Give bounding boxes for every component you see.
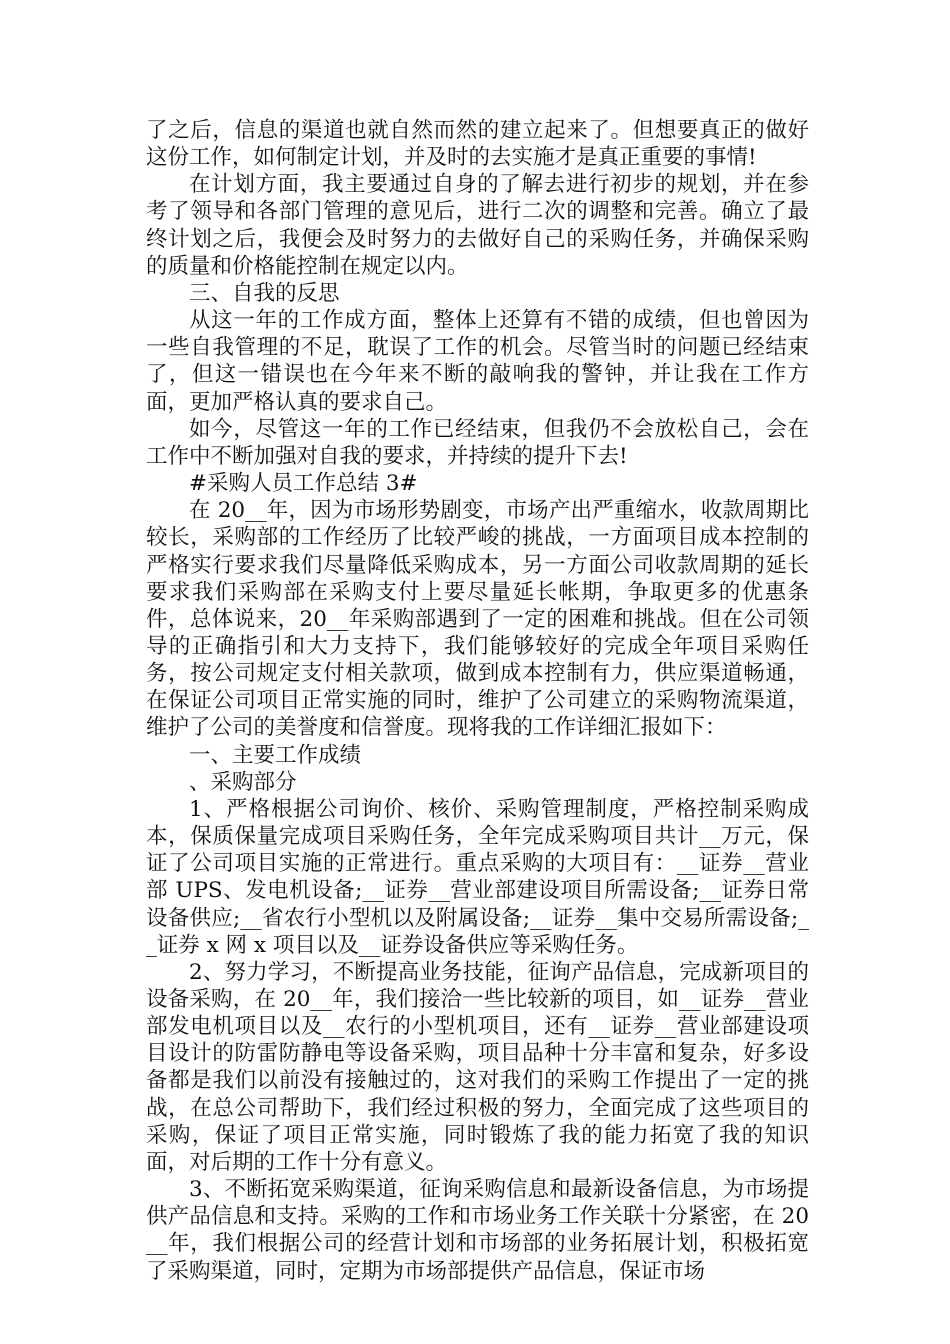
section-heading-achievements: 一、主要工作成绩 <box>189 742 362 768</box>
paragraph-item-1: 1、严格根据公司询价、核价、采购管理制度，严格控制采购成本，保质保量完成项目采购任务，全年完成采购项目共计__万元，保证了公司项目实施的正常进行。重点采购的大项目有：__证券__营业部 UPS、发电机设备;__证券__营业部建设项目所需设备;__证券日常设备供应;__省农行小型机以及附属设备;__证券__集中交易所需设备;__证券 x 网 x 项目以及__证券设备供应等采购任务。 <box>146 796 809 958</box>
subheading-procurement: 、采购部分 <box>189 769 297 795</box>
article-title: #采购人员工作总结 3# <box>189 471 418 497</box>
paragraph-item-3: 3、不断拓宽采购渠道，征询采购信息和最新设备信息，为市场提供产品信息和支持。采购的工作和市场业务工作关联十分紧密，在 20__年，我们根据公司的经营计划和市场部的业务拓展计划，积极拓宽了采购渠道，同时，定期为市场部提供产品信息，保证市场 <box>146 1177 809 1284</box>
section-heading-reflection: 三、自我的反思 <box>189 280 340 306</box>
paragraph-intro: 在 20__年，因为市场形势剧变，市场产出严重缩水，收款周期比较长，采购部的工作经历了比较严峻的挑战，一方面项目成本控制的严格实行要求我们尽量降低采购成本，另一方面公司收款周期的延长要求我们采购部在采购支付上要尽量延长帐期，争取更多的优惠条件，总体说来，20__年采购部遇到了一定的困难和挑战。但在公司领导的正确指引和大力支持下，我们能够较好的完成全年项目采购任务，按公司规定支付相关款项，做到成本控制有力，供应渠道畅通，在保证公司项目正常实施的同时，维护了公司建立的采购物流渠道，维护了公司的美誉度和信誉度。现将我的工作详细汇报如下： <box>146 498 809 741</box>
paragraph-continuation: 了之后，信息的渠道也就自然而然的建立起来了。但想要真正的做好这份工作，如何制定计划，并及时的去实施才是真正重要的事情! <box>146 118 809 171</box>
paragraph-item-2: 2、努力学习，不断提高业务技能，征询产品信息，完成新项目的设备采购，在 20__年，我们接洽一些比较新的项目，如__证券__营业部发电机项目以及__农行的小型机项目，还有__证券__营业部建设项目设计的防雷防静电等设备采购，项目品种十分丰富和复杂，好多设备都是我们以前没有接触过的，这对我们的采购工作提出了一定的挑战，在总公司帮助下，我们经过积极的努力，全面完成了这些项目的采购，保证了项目正常实施，同时锻炼了我的能力拓宽了我的知识面，对后期的工作十分有意义。 <box>146 959 809 1175</box>
document-page <box>146 117 809 1285</box>
paragraph-outlook: 如今，尽管这一年的工作已经结束，但我仍不会放松自己，会在工作中不断加强对自我的要求，并持续的提升下去! <box>146 416 809 469</box>
paragraph-reflection: 从这一年的工作成方面，整体上还算有不错的成绩，但也曾因为一些自我管理的不足，耽误了工作的机会。尽管当时的问题已经结束了，但这一错误也在今年来不断的敲响我的警钟，并让我在工作方面，更加严格认真的要求自己。 <box>146 308 809 415</box>
paragraph-planning: 在计划方面，我主要通过自身的了解去进行初步的规划，并在参考了领导和各部门管理的意见后，进行二次的调整和完善。确立了最终计划之后，我便会及时努力的去做好自己的采购任务，并确保采购的质量和价格能控制在规定以内。 <box>146 172 809 279</box>
